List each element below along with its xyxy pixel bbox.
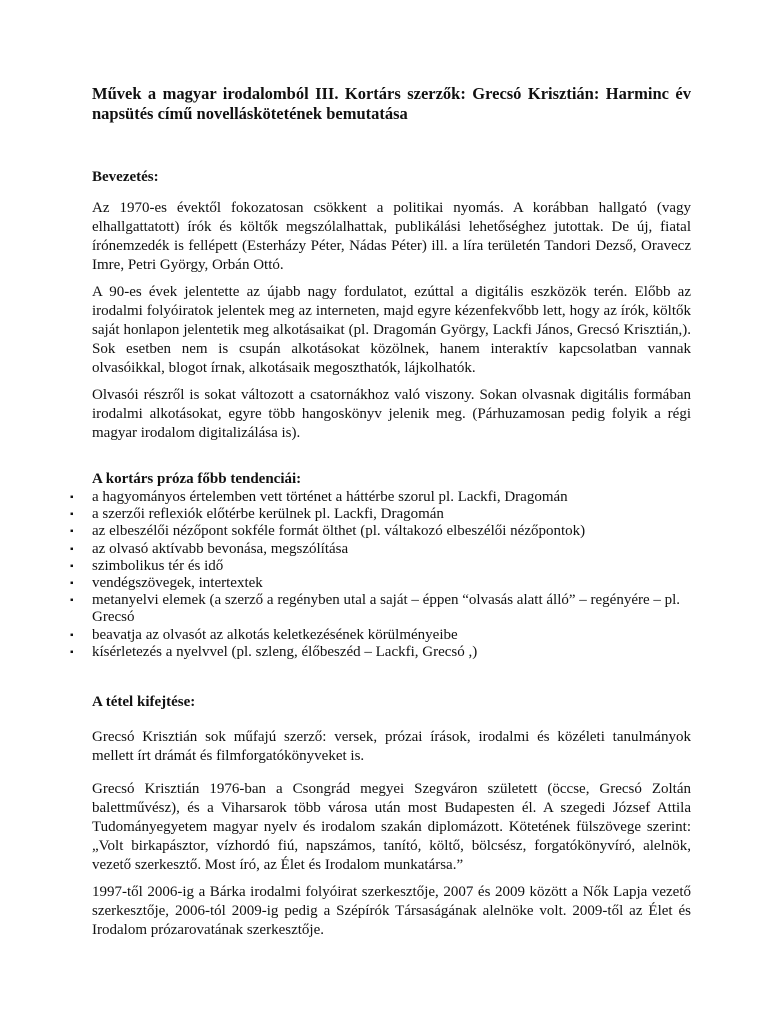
tendencies-list [70,489,691,661]
bullet-icon: ▪ [70,578,74,590]
bullet-icon: ▪ [70,492,74,503]
list-item: ▪ vendégszövegek, intertextek [70,575,263,592]
thesis-section [92,693,691,940]
list-item: ▪ metanyelvi elemek (a szerző a regényben utal a saját – éppen “olvasás alatt álló” – regényére – pl. Grecsó [70,592,681,626]
bullet-icon: ▪ [70,560,74,572]
intro-paragraph-2: A 90-es évek jelentette az újabb nagy fordulatot, ezúttal a digitális eszközök terén. Előbb az irodalmi folyóiratok jelentek meg az interneten, majd egyre kézenfekvőbb lett, hogy az írók, költők saját honlapon jelentetik meg alkotásaikat (pl. Dragomán György, Lackfi János, Grecsó Krisztián,). Sok esetben nem is csupán alkotásokat közölnek, hanem interaktív kapcsolatban vannak olvasóikkal, blogot írnak, alkotásaik megoszthatók, lájkolhatók. [92,284,691,376]
list-item: ▪ a hagyományos értelemben vett történet a háttérbe szorul pl. Lackfi, Dragomán [70,489,568,505]
thesis-paragraph-2: Grecsó Krisztián 1976-ban a Csongrád megyei Szegváron született (öccse, Grecsó Zoltán balettművész), és a Viharsarok több városa után most Budapesten él. A szegedi József Attila Tudományegyetem magyar nyelv és irodalom szakán diplomázott. Kötetének fülszövege szerint: „Volt birkapásztor, vízhordó fiú, napszámos, tanító, költő, bölcsész, forgatókönyvíró, alelnök, vezető szerkesztő. Most író, az Élet és Irodalom munkatársa.” [92,781,691,874]
bullet-icon: ▪ [70,595,74,607]
intro-paragraph-1: Az 1970-es évektől fokozatosan csökkent a politikai nyomás. A korábban hallgató (vagy elhallgattatott) írók és költők megszólalhattak, publikálási lehetőséghez jutottak. De új, fiatal írónemzedék is fellépett (Esterházy Péter, Nádas Péter) ill. a líra területén Tandori Dezső, Oravecz Imre, Petri György, Orbán Ottó. [92,200,691,273]
bullet-icon: ▪ [70,629,74,641]
intro-paragraph-3: Olvasói részről is sokat változott a csatornákhoz való viszony. Sokan olvasnak digitális formában irodalmi alkotásokat, egyre több hangoskönyv jelenik meg. (Párhuzamosan pedig folyik a régi magyar irodalom digitalizálása is). [92,387,691,441]
bullet-icon: ▪ [70,509,74,521]
list-item: ▪ beavatja az olvasót az alkotás keletkezésének körülményeibe [70,626,458,643]
intro-heading: Bevezetés: [92,169,159,185]
intro-section [92,168,691,443]
list-item: ▪ az olvasó aktívabb bevonása, megszólítása [70,540,349,557]
list-item: ▪ a szerzői reflexiók előtérbe kerülnek pl. Lackfi, Dragomán [70,506,444,523]
tendencies-section [70,470,691,661]
list-item: ▪ kísérletezés a nyelvvel (pl. szleng, élőbeszéd – Lackfi, Grecsó ,) [70,643,478,660]
thesis-paragraph-3: 1997-től 2006-ig a Bárka irodalmi folyóirat szerkesztője, 2007 és 2009 között a Nők Lapja vezető szerkesztője, 2006-tól 2009-ig pedig a Szépírók Társaságának alelnöke volt. 2009-től az Élet és Irodalom prózarovatának szerkesztője. [92,884,691,939]
bullet-icon: ▪ [70,526,74,538]
list-item: ▪ szimbolikus tér és idő [70,557,224,574]
list-item: ▪ az elbeszélői nézőpont sokféle formát ölthet (pl. váltakozó elbeszélői nézőpontok) [70,523,586,540]
thesis-heading: A tétel kifejtése: [92,694,196,711]
bullet-icon: ▪ [70,646,74,658]
tendencies-heading: A kortárs próza főbb tendenciái: [92,471,302,487]
bullet-icon: ▪ [70,543,74,555]
document-title: Művek a magyar irodalomból III. Kortárs szerzők: Grecsó Krisztián: Harminc év napsütés című novelláskötetének bemutatása [92,84,691,123]
thesis-paragraph-1: Grecsó Krisztián sok műfajú szerző: versek, prózai írások, irodalmi és közéleti tanulmányok mellett írt drámát és filmforgatókönyveket is. [92,729,691,765]
